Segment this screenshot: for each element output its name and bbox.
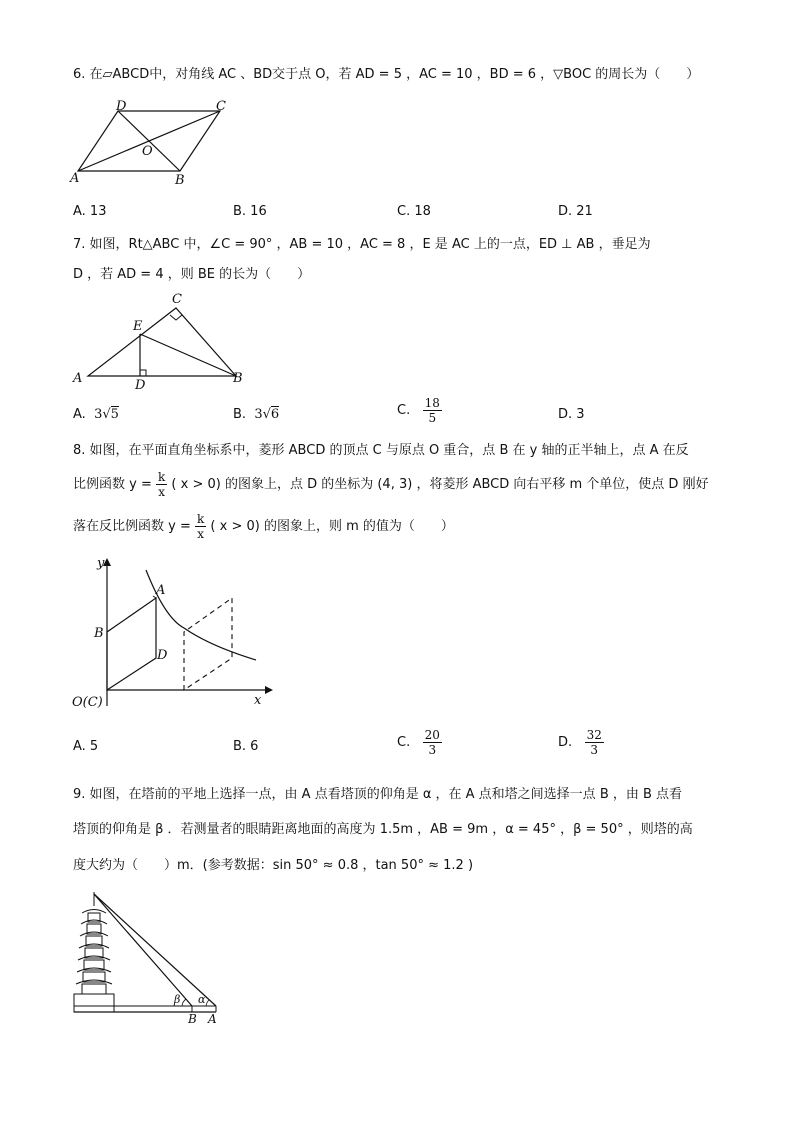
q7-label-c: C bbox=[172, 292, 182, 307]
q9-tower-figure bbox=[70, 888, 230, 1028]
q6-label-d: D bbox=[116, 99, 127, 114]
q6-option-d: D. 21 bbox=[558, 204, 593, 219]
q8-stem-line-3: 落在反比例函数 y = $\frac{k}{x}$ ( x > 0) 的图象上，则 m 的值为（ ） bbox=[73, 512, 454, 541]
q9-label-alpha: α bbox=[198, 993, 206, 1006]
q6-option-c: C. 18 bbox=[397, 204, 431, 219]
q6-label-a: A bbox=[70, 171, 80, 186]
q7-label-d: D bbox=[135, 378, 146, 393]
q8-label-x: x bbox=[254, 693, 262, 708]
q7-label-e: E bbox=[133, 319, 143, 334]
q8-stem-line-1: 8. 如图，在平面直角坐标系中，菱形 ABCD 的顶点 C 与原点 O 重合，点 B 在 y 轴的正半轴上，点 A 在反 bbox=[73, 443, 689, 458]
q8-stem-line-2: 比例函数 y = $\frac{k}{x}$ ( x > 0) 的图象上，点 D 的坐标为 (4, 3) ，将菱形 ABCD 向右平移 m 个单位，使点 D 刚好 bbox=[73, 470, 709, 499]
q7-stem-line-1: 7. 如图，Rt△ABC 中，∠C = 90° ，AB = 10 ，AC = 8 ，E 是 AC 上的一点，ED ⊥ AB ，垂足为 bbox=[73, 237, 651, 252]
q9-label-beta: β bbox=[174, 993, 181, 1006]
q9-stem-line-2: 塔顶的仰角是 β ．若测量者的眼睛距离地面的高度为 1.5m ，AB = 9m ，α = 45° ，β = 50° ，则塔的高 bbox=[73, 822, 693, 837]
q8-label-d: D bbox=[157, 648, 168, 663]
q6-option-a: A. 13 bbox=[73, 204, 107, 219]
pagoda-icon bbox=[74, 994, 114, 1012]
q6-stem: 6. 在▱ABCD中，对角线 AC 、BD交于点 O，若 AD = 5 ，AC = 10 ，BD = 6 ，▽BOC 的周长为（ ） bbox=[73, 67, 700, 82]
q7-option-a: A. 3√5 bbox=[73, 407, 119, 422]
q8-label-o: O(C) bbox=[72, 695, 103, 710]
q8-coordinate-figure bbox=[70, 556, 270, 711]
q7-stem-line-2: D ，若 AD = 4 ，则 BE 的长为（ ） bbox=[73, 267, 311, 282]
q8-label-y: y bbox=[97, 556, 105, 571]
q7-label-b: B bbox=[233, 371, 243, 386]
q7-option-d: D. 3 bbox=[558, 407, 585, 422]
q7-triangle-figure bbox=[70, 290, 260, 395]
q9-label-b: B bbox=[188, 1012, 197, 1026]
q6-label-o: O bbox=[142, 144, 153, 159]
q6-option-b: B. 16 bbox=[233, 204, 267, 219]
q8-option-d: D. $\frac{32}{3}$ bbox=[558, 728, 602, 757]
q8-option-c: C. $\frac{20}{3}$ bbox=[397, 728, 440, 757]
q9-stem-line-1: 9. 如图，在塔前的平地上选择一点，由 A 点看塔顶的仰角是 α ，在 A 点和塔之间选择一点 B ，由 B 点看 bbox=[73, 787, 683, 802]
q9-label-a: A bbox=[208, 1012, 217, 1026]
q8-option-a: A. 5 bbox=[73, 739, 99, 754]
q6-label-c: C bbox=[216, 99, 226, 114]
q6-label-b: B bbox=[175, 173, 185, 188]
q7-option-c: C. $\frac{18}{5}$ bbox=[397, 396, 440, 425]
q6-parallelogram-figure bbox=[70, 98, 240, 188]
q9-stem-line-3: 度大约为（ ）m．(参考数据：sin 50° ≈ 0.8 ，tan 50° ≈ 1.2 ) bbox=[73, 858, 474, 873]
q7-option-b: B. 3√6 bbox=[233, 407, 280, 422]
q8-label-a: A bbox=[156, 583, 166, 598]
q8-label-b: B bbox=[94, 626, 104, 641]
q8-option-b: B. 6 bbox=[233, 739, 259, 754]
q7-label-a: A bbox=[73, 371, 83, 386]
